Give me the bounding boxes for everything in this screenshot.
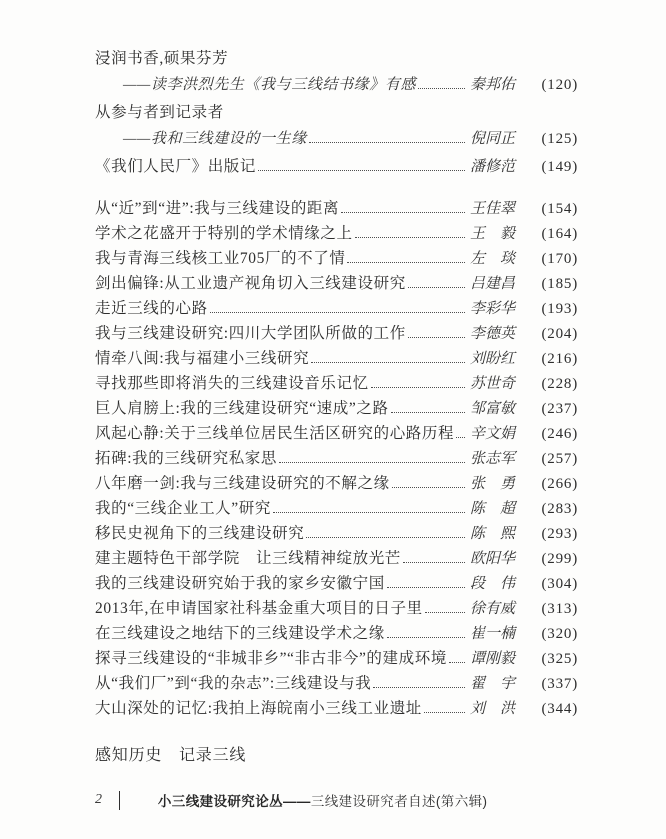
toc-content xyxy=(95,46,578,765)
toc-entry xyxy=(95,271,578,296)
entry-author: 刘 洪 xyxy=(470,701,516,717)
entry-author: 刘盼红 xyxy=(470,351,516,367)
toc-entry xyxy=(95,396,578,421)
entry-author: 吕建昌 xyxy=(470,276,516,292)
series-title: 小三线建设研究论丛—— xyxy=(157,794,311,809)
toc-list xyxy=(95,46,578,721)
entry-title: 寻找那些即将消失的三线建设音乐记忆 xyxy=(95,375,369,392)
entry-title: 我的“三线企业工人”研究 xyxy=(95,500,271,517)
entry-title: 在三线建设之地结下的三线建设学术之缘 xyxy=(95,625,385,642)
entry-page-number: (320) xyxy=(541,626,578,642)
entry-author: 王佳翠 xyxy=(470,201,516,217)
toc-entry xyxy=(95,446,578,471)
dot-leader xyxy=(273,512,465,513)
dot-leader xyxy=(392,487,465,488)
toc-entry xyxy=(95,296,578,321)
dot-leader xyxy=(425,612,465,613)
entry-author: 倪同正 xyxy=(470,131,516,147)
toc-entry xyxy=(95,221,578,246)
toc-entry xyxy=(95,596,578,621)
dot-leader xyxy=(279,462,465,463)
entry-title: 《我们人民厂》出版记 xyxy=(95,158,257,175)
entry-page-number: (204) xyxy=(541,326,578,342)
dot-leader xyxy=(403,562,465,563)
dot-leader xyxy=(449,662,465,663)
section-heading: 感知历史 记录三线 xyxy=(95,747,247,764)
entry-title: 从“我们厂”到“我的杂志”:三线建设与我 xyxy=(95,675,372,692)
entry-title: 风起心静:关于三线单位居民生活区研究的心路历程 xyxy=(95,425,455,442)
entry-author: 崔一楠 xyxy=(470,626,516,642)
dot-leader xyxy=(408,337,465,338)
entry-page-number: (283) xyxy=(541,501,578,517)
entry-title: 拓碑:我的三线研究私家思 xyxy=(95,450,278,467)
entry-author: 李德英 xyxy=(470,326,516,342)
entry-author: 陈 超 xyxy=(470,501,516,517)
entry-page-number: (164) xyxy=(541,226,578,242)
entry-page-number: (125) xyxy=(541,131,578,147)
entry-title: 学术之花盛开于特别的学术情缘之上 xyxy=(95,225,353,242)
dot-leader xyxy=(371,387,465,388)
toc-entry xyxy=(95,100,578,127)
toc-entry xyxy=(95,646,578,671)
entry-title: 我的三线建设研究始于我的家乡安徽宁国 xyxy=(95,575,385,592)
entry-page-number: (228) xyxy=(541,376,578,392)
footer-divider xyxy=(119,791,120,810)
entry-page-number: (299) xyxy=(541,551,578,567)
entry-author: 辛文娟 xyxy=(470,426,516,442)
toc-entry xyxy=(95,471,578,496)
entry-title: 2013年,在申请国家社科基金重大项目的日子里 xyxy=(95,600,423,617)
entry-title: 从“近”到“进”:我与三线建设的距离 xyxy=(95,200,340,217)
entry-title: 移民史视角下的三线建设研究 xyxy=(95,525,305,542)
entry-title: 情牵八闽:我与福建小三线研究 xyxy=(95,350,310,367)
entry-author: 邹富敏 xyxy=(470,401,516,417)
folio-page-number: 2 xyxy=(95,792,102,807)
entry-title: 剑出偏锋:从工业遗产视角切入三线建设研究 xyxy=(95,275,406,292)
dot-leader xyxy=(347,262,465,263)
entry-author: 秦邦佑 xyxy=(470,77,516,93)
entry-title: ——读李洪烈先生《我与三线结书缘》有感 xyxy=(123,77,417,93)
entry-page-number: (170) xyxy=(541,251,578,267)
toc-entry xyxy=(95,621,578,646)
dot-leader xyxy=(311,362,465,363)
series-subtitle: 三线建设研究者自述(第六辑) xyxy=(310,794,488,809)
entry-title: 大山深处的记忆:我拍上海皖南小三线工业遗址 xyxy=(95,700,422,717)
entry-author: 翟 宇 xyxy=(470,676,516,692)
dot-leader xyxy=(456,437,465,438)
entry-author: 潘修范 xyxy=(470,159,516,175)
entry-page-number: (216) xyxy=(541,351,578,367)
toc-entry xyxy=(95,671,578,696)
entry-page-number: (237) xyxy=(541,401,578,417)
dot-leader xyxy=(418,88,465,89)
entry-author: 谭刚毅 xyxy=(470,651,516,667)
toc-entry xyxy=(95,521,578,546)
dot-leader xyxy=(391,412,465,413)
toc-entry xyxy=(95,496,578,521)
dot-leader xyxy=(408,287,465,288)
toc-entry xyxy=(95,196,578,221)
entry-page-number: (344) xyxy=(541,701,578,717)
toc-entry xyxy=(95,696,578,721)
toc-entry xyxy=(95,154,578,181)
entry-page-number: (304) xyxy=(541,576,578,592)
dot-leader xyxy=(387,637,465,638)
entry-author: 李彩华 xyxy=(470,301,516,317)
dot-leader xyxy=(424,712,465,713)
entry-title: 建主题特色干部学院 让三线精神绽放光芒 xyxy=(95,550,401,567)
entry-author: 张 勇 xyxy=(470,476,516,492)
entry-title: 巨人肩膀上:我的三线建设研究“速成”之路 xyxy=(95,400,389,417)
entry-author: 陈 熙 xyxy=(470,526,516,542)
entry-page-number: (246) xyxy=(541,426,578,442)
toc-entry xyxy=(95,546,578,571)
entry-page-number: (266) xyxy=(541,476,578,492)
toc-entry xyxy=(95,246,578,271)
dot-leader xyxy=(341,212,465,213)
toc-entry xyxy=(95,321,578,346)
entry-page-number: (154) xyxy=(541,201,578,217)
entry-title: ——我和三线建设的一生缘 xyxy=(123,131,307,147)
toc-entry xyxy=(95,73,578,100)
entry-title: 八年磨一剑:我与三线建设研究的不解之缘 xyxy=(95,475,390,492)
entry-author: 张志军 xyxy=(470,451,516,467)
page-footer xyxy=(95,789,487,811)
toc-group-1 xyxy=(95,46,578,181)
entry-author: 段 伟 xyxy=(470,576,516,592)
toc-entry xyxy=(95,346,578,371)
entry-page-number: (193) xyxy=(541,301,578,317)
entry-page-number: (257) xyxy=(541,451,578,467)
entry-page-number: (149) xyxy=(541,159,578,175)
entry-title: 走近三线的心路 xyxy=(95,300,208,317)
dot-leader xyxy=(387,587,465,588)
entry-author: 欧阳华 xyxy=(470,551,516,567)
entry-title: 从参与者到记录者 xyxy=(95,104,224,121)
toc-entry xyxy=(95,46,578,73)
dot-leader xyxy=(258,170,465,171)
entry-title: 探寻三线建设的“非城非乡”“非古非今”的建成环境 xyxy=(95,650,447,667)
entry-page-number: (313) xyxy=(541,601,578,617)
entry-page-number: (293) xyxy=(541,526,578,542)
entry-author: 苏世奇 xyxy=(470,376,516,392)
entry-page-number: (337) xyxy=(541,676,578,692)
toc-entry xyxy=(95,371,578,396)
entry-title: 浸润书香,硕果芬芳 xyxy=(95,50,229,67)
dot-leader xyxy=(306,537,465,538)
entry-title: 我与青海三线核工业705厂的不了情 xyxy=(95,250,346,267)
entry-author: 徐有威 xyxy=(470,601,516,617)
toc-entry xyxy=(95,571,578,596)
entry-page-number: (185) xyxy=(541,276,578,292)
dot-leader xyxy=(355,237,465,238)
entry-author: 王 毅 xyxy=(470,226,516,242)
entry-page-number: (120) xyxy=(541,77,578,93)
toc-entry xyxy=(95,127,578,154)
dot-leader xyxy=(210,312,465,313)
toc-entry xyxy=(95,421,578,446)
dot-leader xyxy=(373,687,465,688)
dot-leader xyxy=(309,142,465,143)
entry-author: 左 琰 xyxy=(470,251,516,267)
entry-title: 我与三线建设研究:四川大学团队所做的工作 xyxy=(95,325,406,342)
toc-group-2 xyxy=(95,196,578,721)
entry-page-number: (325) xyxy=(541,651,578,667)
